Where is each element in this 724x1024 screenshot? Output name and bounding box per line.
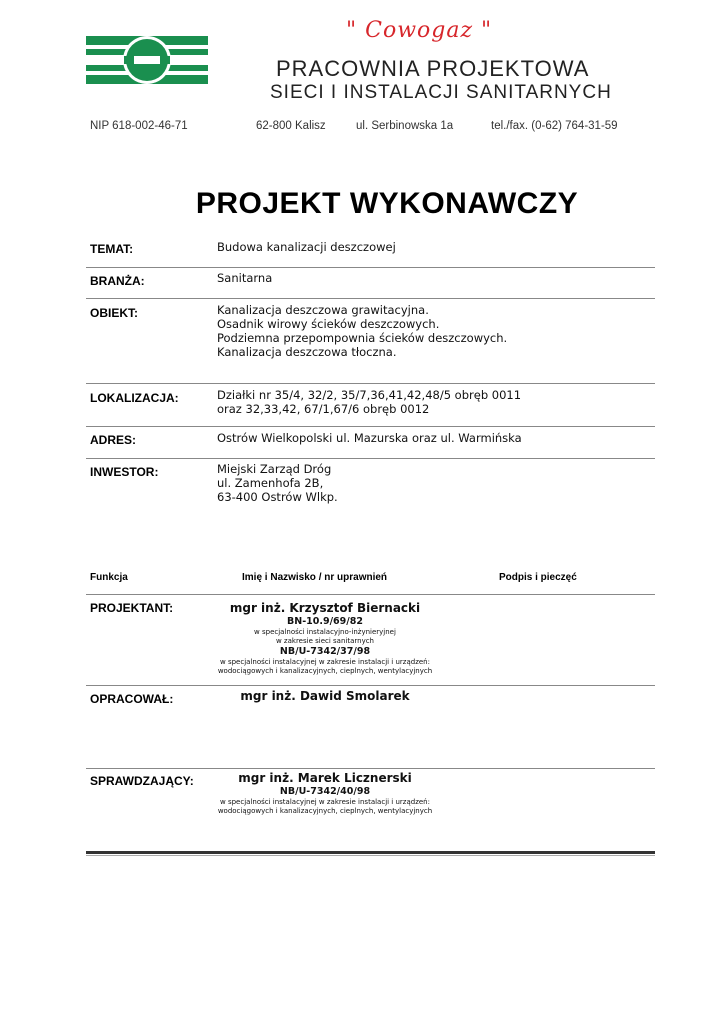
temat-line: Budowa kanalizacji deszczowej (217, 240, 396, 254)
street-address: ul. Serbinowska 1a (356, 120, 454, 132)
value-obiekt (217, 303, 507, 359)
role-opracowal: OPRACOWAŁ: (90, 692, 174, 706)
license-description: w zakresie sieci sanitarnych (275, 637, 374, 645)
value-temat (217, 240, 396, 254)
label-inwestor: INWESTOR: (90, 465, 159, 479)
divider (86, 267, 655, 268)
footer-rule (86, 851, 655, 854)
divider (86, 685, 655, 686)
label-temat: TEMAT: (90, 242, 134, 256)
divider (86, 458, 655, 459)
label-lokalizacja: LOKALIZACJA: (90, 391, 179, 405)
license-description: w specjalności instalacyjnej w zakresie instalacji i urządzeń: (220, 658, 430, 666)
postal-city: 62-800 Kalisz (256, 120, 326, 132)
license-number: NB/U-7342/40/98 (279, 786, 371, 797)
lokalizacja-line: oraz 32,33,42, 67/1,67/6 obręb 0012 (217, 402, 430, 416)
lokalizacja-line: Działki nr 35/4, 32/2, 35/7,36,41,42,48/5 obręb 0011 (217, 388, 522, 402)
phone-fax: tel./fax. (0-62) 764-31-59 (491, 120, 618, 132)
label-obiekt: OBIEKT: (90, 306, 138, 320)
label-branza: BRANŻA: (90, 274, 145, 288)
branza-line: Sanitarna (217, 271, 273, 285)
value-inwestor (217, 462, 338, 504)
person-name: mgr inż. Marek Licznerski (238, 771, 412, 785)
firm-subtitle: SIECI I INSTALACJI SANITARNYCH (270, 82, 612, 103)
license-description: w specjalności instalacyjno-inżynieryjnej (254, 628, 396, 636)
person-name: mgr inż. Dawid Smolarek (240, 689, 410, 703)
value-adres (217, 431, 522, 445)
column-header-imie: Imię i Nazwisko / nr uprawnień (242, 572, 388, 583)
divider (86, 768, 655, 769)
license-description: wodociągowych i kanalizacyjnych, cieplnych, wentylacyjnych (217, 807, 433, 815)
license-description: w specjalności instalacyjnej w zakresie instalacji i urządzeń: (220, 798, 430, 806)
divider (86, 594, 655, 595)
license-description: wodociągowych i kanalizacyjnych, cieplnych, wentylacyjnych (217, 667, 433, 675)
footer-rule-thin (86, 855, 655, 856)
person-opracowal (205, 689, 445, 704)
obiekt-line: Podziemna przepompownia ścieków deszczowych. (217, 331, 508, 345)
license-number: BN-10.9/69/82 (287, 616, 363, 627)
obiekt-line: Kanalizacja deszczowa tłoczna. (217, 345, 397, 359)
label-adres: ADRES: (90, 433, 137, 447)
role-projektant: PROJEKTANT: (90, 601, 174, 615)
divider (86, 383, 655, 384)
firm-name: PRACOWNIA PROJEKTOWA (276, 56, 590, 81)
page-title: PROJEKT WYKONAWCZY (195, 187, 579, 220)
obiekt-line: Osadnik wirowy ścieków deszczowych. (217, 317, 440, 331)
value-branza (217, 271, 272, 285)
divider (86, 426, 655, 427)
inwestor-line: 63-400 Ostrów Wlkp. (217, 490, 338, 504)
divider (86, 298, 655, 299)
inwestor-line: Miejski Zarząd Dróg (217, 462, 332, 476)
company-signature: " Cowogaz " (346, 18, 493, 43)
value-lokalizacja (217, 388, 521, 416)
nip: NIP 618-002-46-71 (90, 120, 188, 132)
company-logo (86, 36, 208, 84)
person-projektant (205, 601, 445, 676)
column-header-funkcja: Funkcja (90, 572, 128, 583)
person-name: mgr inż. Krzysztof Biernacki (229, 601, 421, 615)
inwestor-line: ul. Zamenhofa 2B, (217, 476, 324, 490)
obiekt-line: Kanalizacja deszczowa grawitacyjna. (217, 303, 429, 317)
role-sprawdzajacy: SPRAWDZAJĄCY: (90, 774, 194, 788)
license-number: NB/U-7342/37/98 (279, 646, 371, 657)
person-sprawdzajacy (205, 771, 445, 816)
column-header-podpis: Podpis i pieczęć (499, 572, 577, 583)
adres-line: Ostrów Wielkopolski ul. Mazurska oraz ul. Warmińska (217, 431, 522, 445)
